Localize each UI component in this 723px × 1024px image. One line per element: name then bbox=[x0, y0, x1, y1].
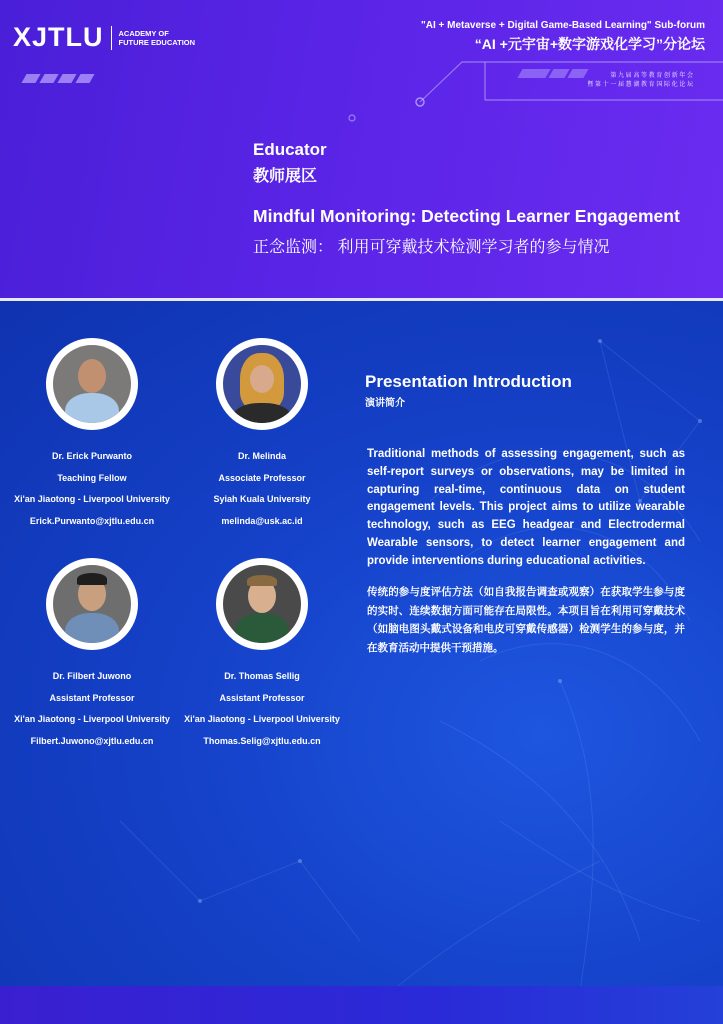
conference-line1: 第 九 届 高 等 教 育 创 新 年 会 bbox=[610, 73, 693, 79]
talk-title-en: Mindful Monitoring: Detecting Learner Engagement bbox=[253, 206, 680, 226]
stripe-decoration-left bbox=[24, 74, 92, 83]
logo-wordmark: XJTLU bbox=[13, 22, 104, 52]
xjtlu-logo bbox=[13, 22, 195, 53]
forum-title-cn: “AI +元宇宙+数字游戏化学习”分论坛 bbox=[474, 36, 705, 52]
intro-body-en: Traditional methods of assessing engagement, such as self-report surveys or observations, may be limited in capturing real-time, continuous data on student engagement levels. This project aims to utilize wearable technology, such as EEG headgear and Electrodermal Wearable sensors, to detect learner engagement and provide interventions during educational activities. bbox=[367, 448, 685, 567]
speaker-card bbox=[0, 558, 187, 752]
talk-title-cn: 正念监测： 利用可穿戴技术检测学习者的参与情况 bbox=[253, 239, 610, 256]
avatar bbox=[46, 338, 138, 430]
conference-line2: 暨 第 十 一 届 慧 湖 教 育 国 际 化 论 坛 bbox=[587, 82, 693, 88]
speaker-role: Teaching Fellow bbox=[57, 472, 127, 483]
speaker-role: Assistant Professor bbox=[219, 692, 305, 703]
section-heading-en: Educator bbox=[253, 140, 327, 159]
conference-name bbox=[587, 72, 693, 90]
speaker-organization: Xi'an Jiaotong - Liverpool University bbox=[14, 494, 170, 504]
speaker-name: Dr. Thomas Sellig bbox=[224, 671, 300, 681]
speaker-organization: Xi'an Jiaotong - Liverpool University bbox=[184, 714, 340, 724]
speaker-email[interactable]: Erick.Purwanto@xjtlu.edu.cn bbox=[29, 515, 155, 526]
forum-title bbox=[421, 20, 705, 54]
avatar-photo bbox=[223, 345, 301, 423]
speaker-card bbox=[0, 338, 187, 532]
speaker-email[interactable]: Thomas.Selig@xjtlu.edu.cn bbox=[203, 735, 321, 746]
intro-heading bbox=[365, 372, 572, 409]
speaker-name: Dr. Erick Purwanto bbox=[51, 451, 133, 461]
speaker-email[interactable]: melinda@usk.ac.id bbox=[221, 515, 303, 526]
logo-subtitle bbox=[119, 29, 196, 47]
avatar-photo bbox=[223, 565, 301, 643]
talk-title bbox=[253, 206, 680, 257]
section-heading bbox=[253, 140, 327, 186]
avatar bbox=[216, 558, 308, 650]
avatar bbox=[46, 558, 138, 650]
intro-heading-en: Presentation Introduction bbox=[365, 372, 572, 391]
speaker-role: Assistant Professor bbox=[49, 692, 135, 703]
speaker-card bbox=[167, 338, 357, 532]
avatar-photo bbox=[53, 565, 131, 643]
speaker-name: Dr. Melinda bbox=[237, 451, 286, 461]
forum-title-en: "AI + Metaverse + Digital Game-Based Learning" Sub-forum bbox=[421, 20, 705, 31]
speaker-organization: Syiah Kuala University bbox=[213, 494, 311, 504]
intro-body-cn: 传统的参与度评估方法（如自我报告调查或观察）在获取学生参与度的实时、连续数据方面可能存在局限性。本项目旨在利用可穿戴技术（如脑电图头戴式设备和电皮可穿戴传感器）检测学生的参与度，并在教育活动中提供干预措施。 bbox=[367, 586, 685, 654]
avatar bbox=[216, 338, 308, 430]
avatar-photo bbox=[53, 345, 131, 423]
footer-band bbox=[0, 986, 723, 1024]
logo-subtitle-line1: ACADEMY OF bbox=[118, 28, 169, 38]
speaker-card bbox=[167, 558, 357, 752]
section-heading-cn: 教师展区 bbox=[253, 168, 318, 185]
logo-subtitle-line2: FUTURE EDUCATION bbox=[118, 37, 196, 47]
speaker-name: Dr. Filbert Juwono bbox=[52, 671, 132, 681]
header-banner bbox=[0, 0, 723, 298]
stripe-decoration-right bbox=[520, 69, 586, 78]
logo-separator bbox=[111, 26, 112, 50]
speaker-organization: Xi'an Jiaotong - Liverpool University bbox=[14, 714, 170, 724]
speaker-email[interactable]: Filbert.Juwono@xjtlu.edu.cn bbox=[30, 735, 154, 746]
intro-heading-cn: 演讲简介 bbox=[365, 398, 405, 409]
speaker-role: Associate Professor bbox=[218, 472, 306, 483]
